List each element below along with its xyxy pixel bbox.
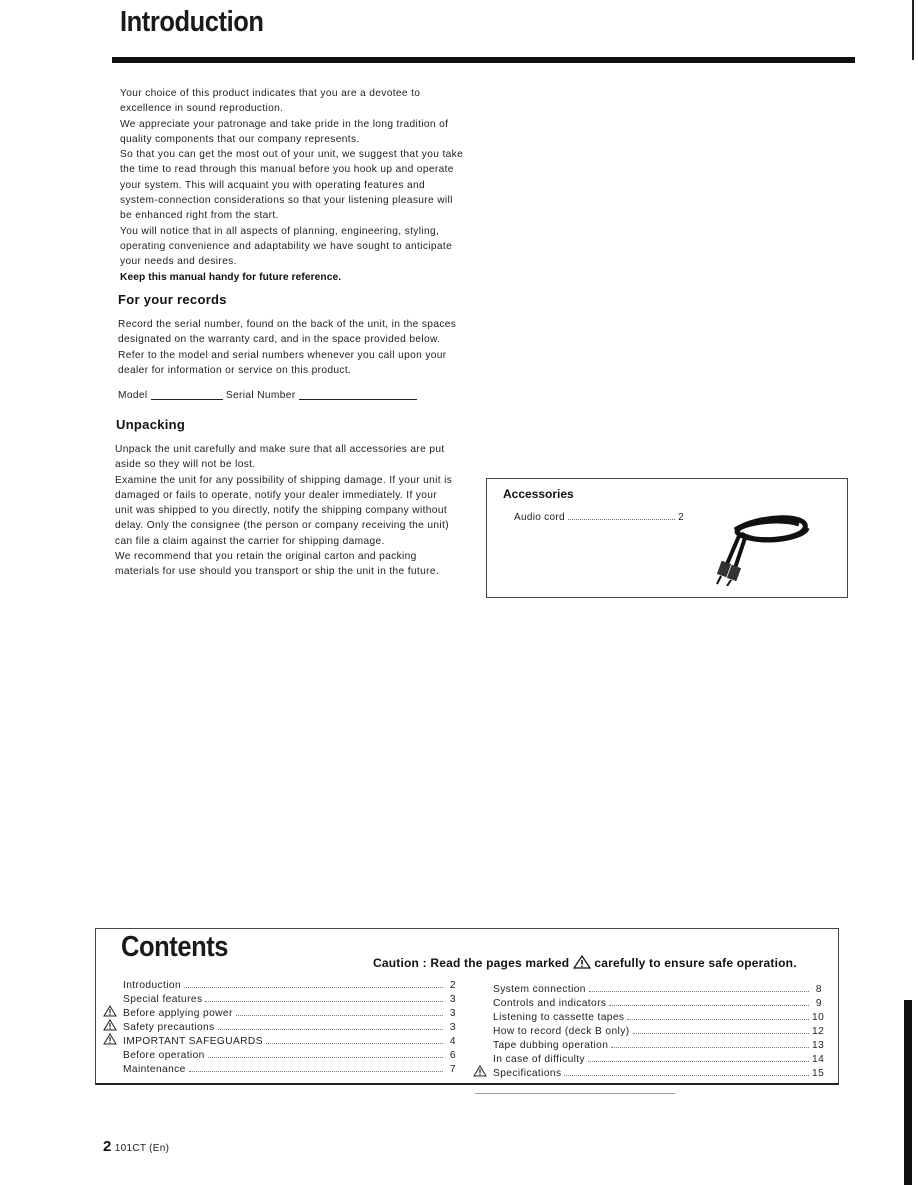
toc-entry xyxy=(123,1061,456,1075)
contents-heading: Contents xyxy=(121,931,229,963)
toc-entry xyxy=(123,1047,456,1061)
toc-entry xyxy=(493,1051,825,1065)
accessory-item xyxy=(514,512,684,523)
toc-entry-label: Controls and indicators xyxy=(493,998,607,1009)
toc-entry-label: Maintenance xyxy=(123,1064,186,1075)
records-heading: For your records xyxy=(118,292,227,307)
toc-entry-label: Special features xyxy=(123,994,203,1005)
unpacking-paragraph: Unpack the unit carefully and make sure that all accessories are put aside so they will not be lost. xyxy=(115,444,445,471)
serial-blank xyxy=(299,399,417,400)
toc-entry xyxy=(123,991,456,1005)
intro-paragraph: Your choice of this product indicates that you are a devotee to excellence in sound reproduction. xyxy=(120,88,421,115)
toc-entry-label: System connection xyxy=(493,984,586,995)
toc-entry xyxy=(493,1009,825,1023)
toc-entry-page: 3 xyxy=(449,1022,456,1033)
page-edge-marks xyxy=(904,0,914,1185)
toc-entry xyxy=(123,1033,456,1047)
caution-prefix: Caution : Read the pages marked xyxy=(373,956,570,970)
toc-entry-label: Before operation xyxy=(123,1050,205,1061)
unpacking-paragraph: Examine the unit for any possibility of shipping damage. If your unit is damaged or fails to operate, notify your dealer immediately. If your unit was shipped to you directly, notify the shipping company without delay. Only the consignee (the person or company receiving the unit) can file a claim against the carrier for shipping damage. xyxy=(115,474,453,547)
toc-entry-label: Before applying power xyxy=(123,1008,233,1019)
toc-entry-label: In case of difficulty xyxy=(493,1054,586,1065)
intro-paragraph: You will notice that in all aspects of planning, engineering, styling, operating convenience and adaptability we have sought to anticipate your needs and desires. xyxy=(120,225,453,268)
warning-triangle-icon xyxy=(103,1033,117,1048)
toc-entry-page: 13 xyxy=(812,1040,825,1051)
warning-triangle-icon xyxy=(103,1005,117,1020)
warning-triangle-icon xyxy=(473,1065,487,1080)
accessory-label: Audio cord xyxy=(514,512,565,523)
toc-entry-label: Specifications xyxy=(493,1068,562,1079)
toc-entry-label: Tape dubbing operation xyxy=(493,1040,609,1051)
intro-paragraph: So that you can get the most out of your unit, we suggest that you take the time to read through this manual before you hook up and operate your system. This will acquaint you with operating features and system-connection considerations so that your listening pleasure will be enhanced right from the start. xyxy=(120,149,464,222)
model-code: 101CT (En) xyxy=(114,1143,170,1154)
toc-entry-page: 3 xyxy=(449,1008,456,1019)
toc-entry xyxy=(123,977,456,991)
model-blank xyxy=(151,399,223,400)
toc-entry-page: 9 xyxy=(815,998,822,1009)
intro-section xyxy=(120,86,465,285)
toc-right-column xyxy=(493,981,825,1079)
toc-entry-page: 8 xyxy=(815,984,822,995)
title-rule xyxy=(112,57,855,63)
unpacking-paragraph: We recommend that you retain the original carton and packing materials for use should you transport or ship the unit in the future. xyxy=(115,551,440,578)
keep-manual-note: Keep this manual handy for future reference. xyxy=(120,271,342,283)
unpacking-heading: Unpacking xyxy=(116,417,186,432)
accessory-qty: 2 xyxy=(678,512,684,523)
toc-entry-label: Listening to cassette tapes xyxy=(493,1012,625,1023)
toc-entry-label: IMPORTANT SAFEGUARDS xyxy=(123,1036,263,1047)
toc-entry-page: 10 xyxy=(812,1012,825,1023)
warning-triangle-icon xyxy=(103,1019,117,1034)
toc-entry-page: 7 xyxy=(449,1064,456,1075)
toc-entry-page: 12 xyxy=(812,1026,825,1037)
caution-suffix: carefully to ensure safe operation. xyxy=(594,956,797,970)
toc-entry-label: Introduction xyxy=(123,980,182,991)
records-text: Record the serial number, found on the back of the unit, in the spaces designated on the warranty card, and in the space provided below. Refer to the model and serial numbers whenever you call upon your dealer for information or service on this product. xyxy=(118,319,457,376)
toc-entry-page: 6 xyxy=(449,1050,456,1061)
model-serial-line xyxy=(118,390,417,401)
page-title: Introduction xyxy=(120,6,264,38)
toc-entry xyxy=(493,995,822,1009)
toc-entry xyxy=(493,1023,825,1037)
accessories-heading: Accessories xyxy=(503,487,574,501)
page-footer xyxy=(103,1138,169,1155)
toc-entry xyxy=(493,981,822,995)
bottom-rule xyxy=(475,1093,675,1094)
toc-left-column xyxy=(123,977,456,1075)
toc-entry-label: Safety precautions xyxy=(123,1022,215,1033)
toc-entry xyxy=(493,1037,825,1051)
toc-entry-label: How to record (deck B only) xyxy=(493,1026,630,1037)
model-label: Model xyxy=(118,390,148,401)
toc-entry-page: 4 xyxy=(449,1036,456,1047)
toc-entry-page: 14 xyxy=(812,1054,825,1065)
intro-paragraph: We appreciate your patronage and take pride in the long tradition of quality components that our company represents. xyxy=(120,118,449,145)
toc-entry-page: 15 xyxy=(812,1068,825,1079)
warning-triangle-icon xyxy=(573,955,591,969)
caution-note xyxy=(373,955,797,970)
toc-entry xyxy=(493,1065,825,1079)
page-number: 2 xyxy=(103,1138,112,1155)
toc-entry xyxy=(123,1019,456,1033)
unpacking-section xyxy=(115,442,457,580)
toc-entry xyxy=(123,1005,456,1019)
audio-cable-icon xyxy=(705,510,815,586)
toc-entry-page: 3 xyxy=(449,994,456,1005)
serial-label: Serial Number xyxy=(225,390,296,401)
toc-entry-page: 2 xyxy=(449,980,456,991)
